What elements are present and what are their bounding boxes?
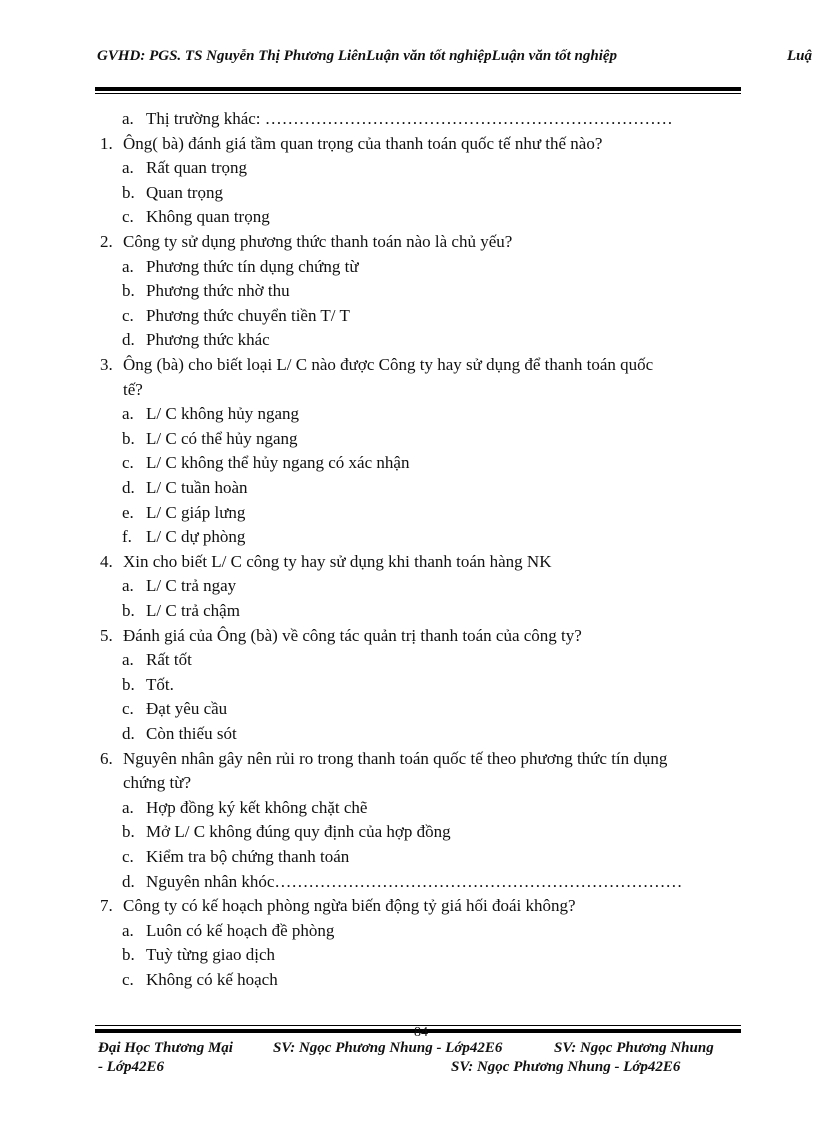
header-rule-thin — [95, 93, 741, 94]
option-letter: c. — [122, 970, 134, 989]
line-text: L/ C dự phòng — [146, 527, 246, 547]
option-letter: a. — [122, 650, 134, 670]
option-letter: a. — [122, 158, 134, 178]
answer-option — [122, 723, 237, 745]
footer-mid: SV: Ngọc Phương Nhung - Lớp42E6 — [273, 1040, 503, 1056]
answer-option — [122, 821, 451, 843]
line-text: Nguyên nhân gây nên rủi ro trong thanh toán quốc tế theo phương thức tín dụng — [123, 748, 668, 768]
question-number: 2. — [100, 232, 113, 251]
answer-option — [122, 600, 240, 622]
answer-option — [122, 182, 223, 204]
line-text: L/ C có thể hủy ngang — [146, 428, 298, 448]
page-header — [97, 48, 816, 72]
answer-option — [122, 256, 359, 278]
answer-option — [122, 502, 245, 524]
answer-option — [122, 649, 192, 671]
option-letter: d. — [122, 724, 135, 743]
option-letter: b. — [122, 822, 135, 842]
option-letter: b. — [122, 601, 135, 620]
header-rule-thick — [95, 87, 741, 91]
line-text: Ông (bà) cho biết loại L/ C nào được Công ty hay sử dụng để thanh toán quốc — [123, 355, 654, 374]
answer-option — [122, 797, 367, 819]
option-letter: e. — [122, 502, 134, 522]
option-letter: b. — [122, 674, 135, 694]
answer-option — [122, 428, 298, 450]
line-text: Phương thức khác — [146, 330, 270, 350]
line-text: Đánh giá của Ông (bà) về công tác quản trị thanh toán của công ty? — [123, 625, 582, 645]
option-letter: b. — [122, 428, 135, 448]
question-number: 6. — [100, 748, 113, 768]
answer-option — [122, 108, 673, 130]
option-letter: a. — [122, 109, 134, 128]
option-letter: a. — [122, 797, 134, 817]
option-letter: a. — [122, 920, 134, 940]
line-text: L/ C trả chậm — [146, 601, 240, 620]
line-text: Tốt. — [146, 674, 174, 694]
option-letter: b. — [122, 182, 135, 202]
question-number: 4. — [100, 551, 113, 571]
line-text: L/ C trả ngay — [146, 576, 237, 596]
option-letter: c. — [122, 847, 134, 866]
question-line — [100, 895, 576, 917]
question-number: 3. — [100, 355, 113, 374]
question-number: 7. — [100, 896, 113, 916]
answer-option — [122, 575, 236, 597]
header-left: GVHD: PGS. TS Nguyễn Thị Phương LiênLuận văn tốt nghiệpLuận văn tốt nghiệp — [97, 48, 618, 64]
option-letter: a. — [122, 404, 134, 424]
option-letter: c. — [122, 699, 134, 719]
answer-option — [122, 526, 245, 548]
answer-option — [122, 157, 247, 179]
answer-option — [122, 674, 174, 696]
line-text: Nguyên nhân khóc……………………………………………………………… — [146, 871, 683, 891]
footer-left: Đại Học Thương Mại — [98, 1040, 233, 1056]
question-continuation — [123, 772, 191, 794]
question-number: 1. — [100, 133, 113, 153]
option-letter: f. — [122, 527, 132, 547]
option-letter: a. — [122, 576, 134, 596]
question-continuation — [123, 379, 143, 401]
option-letter: c. — [122, 305, 134, 325]
line-text: Đạt yêu cầu — [146, 699, 228, 719]
question-line — [100, 748, 667, 770]
answer-option — [122, 206, 270, 228]
answer-option — [122, 846, 349, 868]
option-letter: b. — [122, 281, 135, 301]
answer-option — [122, 280, 290, 302]
option-letter: d. — [122, 871, 135, 891]
line-text: Công ty có kế hoạch phòng ngừa biến động tỷ giá hối đoái không? — [123, 896, 576, 916]
line-text: Thị trường khác: ……………………………………………………………… — [146, 109, 673, 128]
question-line — [100, 551, 552, 573]
line-text: Tuỳ từng giao dịch — [146, 945, 276, 965]
answer-option — [122, 969, 278, 991]
question-line — [100, 625, 582, 647]
line-text: L/ C giáp lưng — [146, 502, 246, 522]
line-text: L/ C tuần hoàn — [146, 478, 248, 497]
footer-right: SV: Ngọc Phương Nhung — [554, 1040, 714, 1056]
line-text: L/ C không thể hủy ngang có xác nhận — [146, 453, 410, 473]
line-text: Phương thức chuyển tiền T/ T — [146, 305, 350, 325]
line-text: Quan trọng — [146, 182, 223, 202]
line-text: Không quan trọng — [146, 207, 270, 227]
answer-option — [122, 920, 334, 942]
option-letter: d. — [122, 330, 135, 350]
line-text: Xin cho biết L/ C công ty hay sử dụng khi thanh toán hàng NK — [123, 551, 552, 571]
line-text: Ông( bà) đánh giá tầm quan trọng của thanh toán quốc tế như thế nào? — [123, 133, 603, 153]
line-text: Phương thức nhờ thu — [146, 281, 290, 301]
line-text: Rất tốt — [146, 650, 192, 670]
line-text: Rất quan trọng — [146, 158, 248, 178]
page-number: 84 — [414, 1025, 428, 1040]
answer-option — [122, 698, 227, 720]
question-line — [100, 133, 602, 155]
answer-option — [122, 944, 275, 966]
footer-line2-right: SV: Ngọc Phương Nhung - Lớp42E6 — [451, 1059, 681, 1075]
answer-option — [122, 871, 682, 893]
line-text: Kiểm tra bộ chứng thanh toán — [146, 847, 350, 866]
option-letter: a. — [122, 256, 134, 276]
header-right: Luậ — [787, 48, 813, 64]
line-text: Còn thiếu sót — [146, 724, 237, 743]
answer-option — [122, 305, 350, 327]
line-text: Hợp đồng ký kết không chặt chẽ — [146, 797, 368, 817]
question-line — [100, 231, 512, 253]
line-text: Mở L/ C không đúng quy định của hợp đồng — [146, 822, 451, 842]
question-number: 5. — [100, 625, 113, 645]
line-text: Luôn có kế hoạch đề phòng — [146, 920, 335, 940]
answer-option — [122, 403, 299, 425]
line-text: tế? — [123, 379, 143, 399]
answer-option — [122, 477, 248, 499]
question-line — [100, 354, 653, 376]
option-letter: c. — [122, 207, 134, 227]
line-text: L/ C không hủy ngang — [146, 404, 299, 424]
line-text: Công ty sử dụng phương thức thanh toán nào là chủ yếu? — [123, 232, 513, 251]
answer-option — [122, 329, 270, 351]
line-text: Phương thức tín dụng chứng từ — [146, 256, 359, 276]
line-text: Không có kế hoạch — [146, 970, 278, 989]
footer-line2-left: - Lớp42E6 — [98, 1059, 164, 1075]
option-letter: b. — [122, 945, 135, 965]
option-letter: d. — [122, 478, 135, 497]
answer-option — [122, 452, 409, 474]
line-text: chứng từ? — [123, 773, 191, 793]
option-letter: c. — [122, 453, 134, 473]
